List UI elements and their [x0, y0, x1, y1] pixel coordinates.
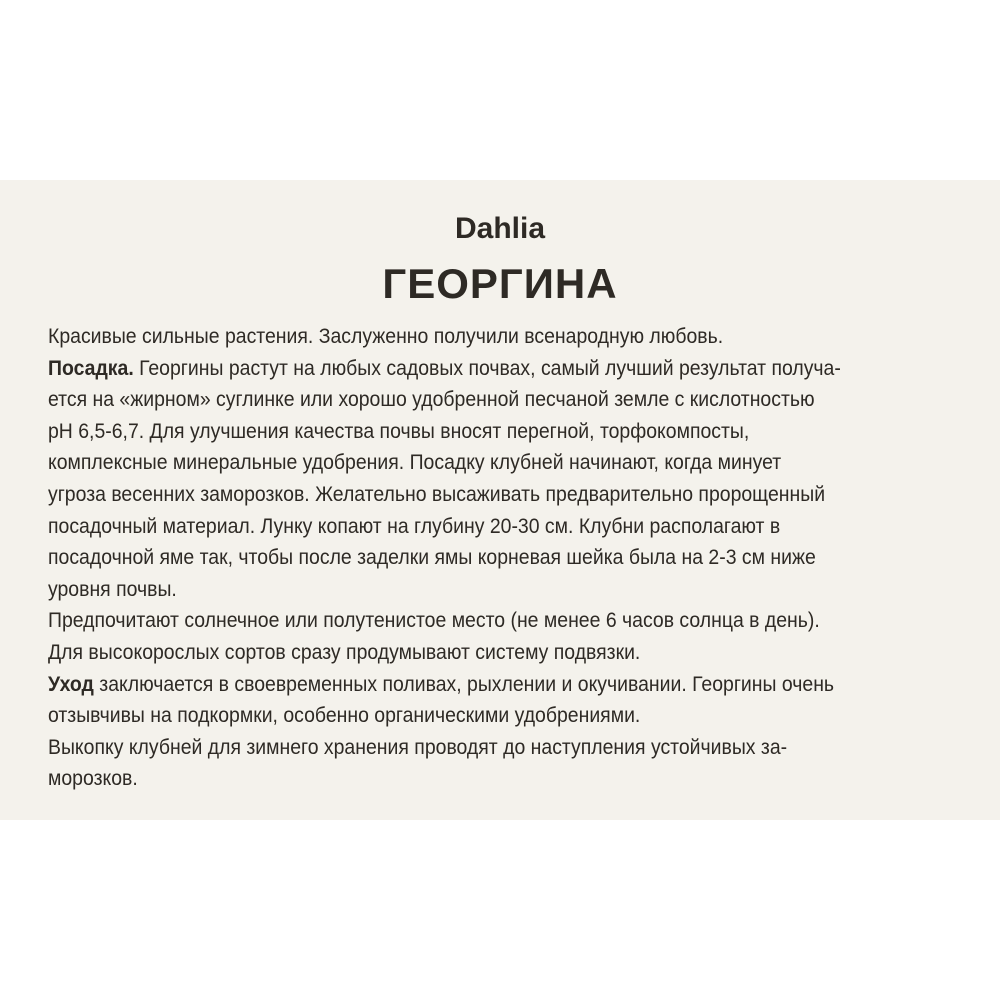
description-text [48, 321, 1000, 795]
text-line [48, 542, 952, 574]
line-text: Для высокорослых сортов сразу продумывают систему подвязки. [48, 639, 641, 664]
text-line [48, 384, 952, 416]
text-line [48, 447, 952, 479]
latin-name: Dahlia [454, 212, 546, 245]
line-text: заключается в своевременных поливах, рыхлении и окучивании. Георгины очень [93, 671, 835, 696]
text-line [48, 321, 952, 353]
line-text: комплексные минеральные удобрения. Посадку клубней начинают, когда минует [48, 450, 782, 475]
line-text: Предпочитают солнечное или полутенистое место (не менее 6 часов солнца в день). [48, 608, 820, 633]
line-text: Выкопку клубней для зимнего хранения проводят до наступления устойчивых за- [48, 734, 788, 759]
text-line [48, 416, 952, 448]
line-text: отзывчивы на подкормки, особенно органическими удобрениями. [48, 703, 641, 728]
line-text: pH 6,5-6,7. Для улучшения качества почвы вносят перегной, торфокомпосты, [48, 418, 750, 443]
line-text: морозков. [48, 766, 138, 791]
line-text: посадочной яме так, чтобы после заделки ямы корневая шейка была на 2-3 см ниже [48, 545, 816, 570]
text-line [48, 700, 952, 732]
line-text: Георгины растут на любых садовых почвах, самый лучший результат получа- [133, 355, 841, 380]
text-line [48, 669, 952, 701]
line-text: уровня почвы. [48, 576, 177, 601]
line-text: посадочный материал. Лунку копают на глубину 20-30 см. Клубни располагают в [48, 513, 781, 538]
text-line [48, 605, 952, 637]
text-line [48, 732, 952, 764]
line-text: ется на «жирном» суглинке или хорошо удобренной песчаной земле с кислотностью [48, 387, 815, 412]
text-line [48, 511, 952, 543]
text-line [48, 763, 952, 795]
page-title: ГЕОРГИНА [382, 260, 618, 307]
line-text: Красивые сильные растения. Заслуженно получили всенародную любовь. [48, 324, 724, 348]
text-line [48, 353, 952, 385]
bold-lead-care: Уход [48, 671, 94, 696]
text-line [48, 574, 952, 606]
bold-lead-planting: Посадка. [48, 355, 134, 380]
text-line [48, 479, 952, 511]
line-text: угроза весенних заморозков. Желательно высаживать предварительно пророщенный [48, 481, 826, 506]
text-line [48, 637, 952, 669]
seed-packet-label [0, 180, 1000, 820]
